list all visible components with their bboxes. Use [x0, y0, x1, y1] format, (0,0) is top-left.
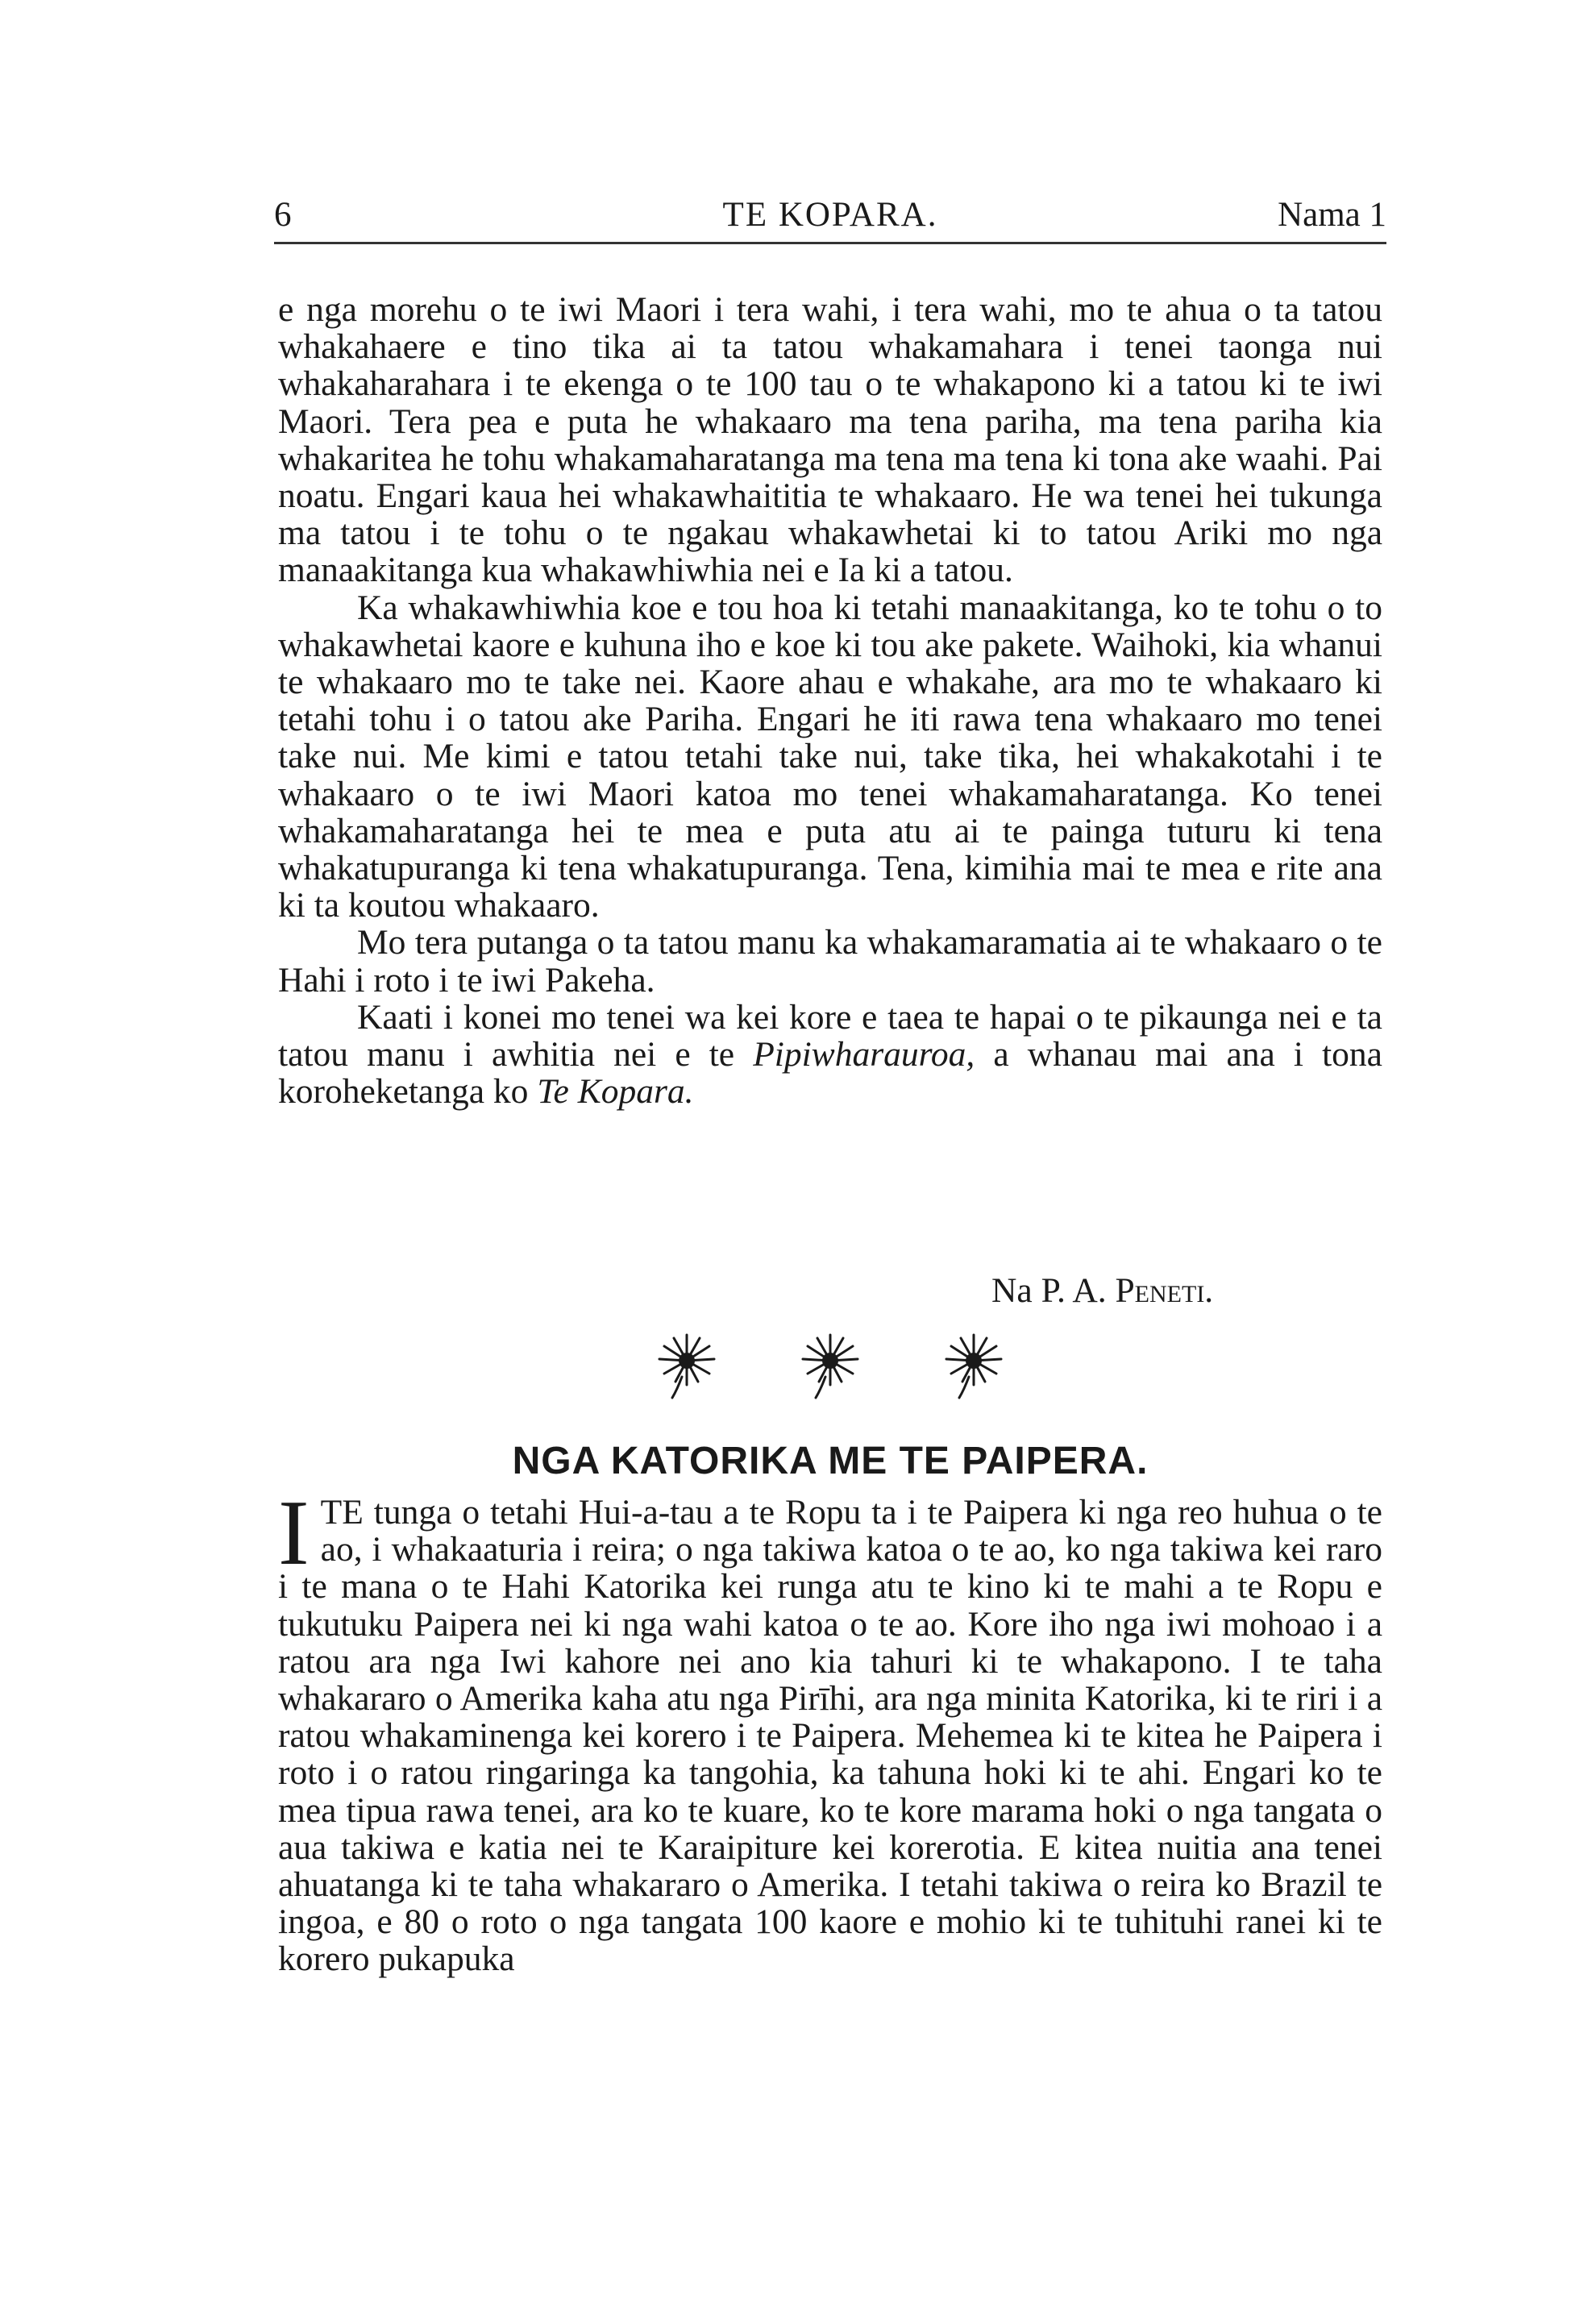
page-number: 6: [274, 196, 292, 234]
flower-ornament-icon: [796, 1328, 864, 1401]
issue-label: Nama 1: [1278, 196, 1386, 234]
running-head: [274, 187, 1386, 243]
paragraph: Mo tera putanga o ta tatou manu ka whakamaramatia ai te whakaaro o te Hahi i roto i te iwi Pakeha.: [278, 923, 1382, 1000]
paragraph: Ka whakawhiwhia koe e tou hoa ki tetahi manaakitanga, ko te tohu o to whakawhetai kaore e kuhuna iho e koe ki tou ake pakete. Waihoki, kia whanui te whakaaro mo te take nei. Kaore ahau e whakahe, ara mo te whakaaro ki tetahi tohu i o tatou ake Pariha. Engari he iti rawa tena whakaaro mo tenei take nui. Me kimi e tatou tetahi take nui, take tika, hei whakakotahi i te whakaaro o te iwi Maori katoa mo tenei whakamaharatanga. Ko tenei whakamaharatanga hei te mea e puta atu ai te painga tuturu ki tena whakatupuranga ki tena whakatupuranga. Tena, kimihia mai te mea e rite ana ki ta koutou whakaaro.: [278, 588, 1382, 925]
header-rule: [274, 242, 1386, 244]
paragraph: [278, 1482, 1382, 1979]
paragraph: [278, 999, 1382, 1111]
signature-name: Peneti.: [1115, 1271, 1214, 1310]
author-signature: [991, 1271, 1213, 1310]
paragraph: e nga morehu o te iwi Maori i tera wahi, i tera wahi, mo te ahua o ta tatou whakahaere e tino tika ai ta tatou whakamahara i tenei taonga nui whakaharahara i te ekenga o te 100 tau o te whakapono ki a tatou ki te iwi Maori. Tera pea e puta he whakaaro ma tena pariha, ma tena pariha kia whakaritea he tohu whakamaharatanga ma tena ma tena ki tona ake waahi. Pai noatu. Engari kaua hei whakawhaititia te whakaaro. He wa tenei hei tukunga ma tatou i te tohu o te ngakau whakawhetai ki to tatou Ariki mo nga manaakitanga kua whakawhiwhia nei e Ia ki a tatou.: [278, 290, 1382, 590]
paragraph-text: Kaati i konei mo tenei wa kei kore e taea te hapai o te pikaunga nei e ta tatou manu i awhitia nei e te: [278, 997, 1382, 1075]
flower-ornament-icon: [940, 1328, 1008, 1401]
paragraph-text: TE tunga o tetahi Hui-a-tau a te Ropu ta i te Paipera ki nga reo huhua o te ao, i whakaaturia i reira; o nga takiwa katoa o te ao, ko nga takiwa kei raro i te mana o te Hahi Katorika kei runga atu te kino ki te mahi a te Ropu e tukutuku Paipera nei ki nga wahi katoa o te ao. Kore iho nga iwi mohoao i a ratou ara nga Iwi kahore nei ano kia tahuri ki te whakapono. I te taha whakararo o Amerika kaha atu nga Pirīhi, ara nga minita Katorika, ki te riri i a ratou whakaminenga kei korero i te Paipera. Mehemea ki te kitea he Paipera i roto i o ratou ringaringa ka tangohia, ka tahuna hoki ki te ahi. Engari ko te mea tipua rawa tenei, ara ko te kuare, ko te kore marama hoki o nga tangata o aua takiwa e katia nei te Karaipiture kei korerotia. E kitea nuitia ana tenei ahuatanga ki te taha whakararo o Amerika. I tetahi takiwa o reira ko Brazil te ingoa, e 80 o roto o nga tangata 100 kaore e mohio ki te tuhituhi ranei ki te korero pukapuka: [278, 1493, 1382, 1979]
signature-prefix: Na P. A.: [991, 1271, 1107, 1310]
section-break-ornaments: [653, 1328, 1008, 1401]
journal-title: TE KOPARA.: [722, 196, 938, 234]
continued-article: [278, 291, 1382, 1110]
italic-title: Te Kopara.: [537, 1072, 694, 1112]
drop-cap: I: [278, 1482, 310, 1585]
section-title: NGA KATORIKA ME TE PAIPERA.: [512, 1440, 1149, 1482]
flower-ornament-icon: [653, 1328, 721, 1401]
paragraph-text: a whanau mai ana i tona koroheketanga ko: [278, 1035, 1382, 1112]
section-body: [278, 1482, 1382, 1979]
italic-title: Pipiwharauroa,: [753, 1035, 975, 1075]
